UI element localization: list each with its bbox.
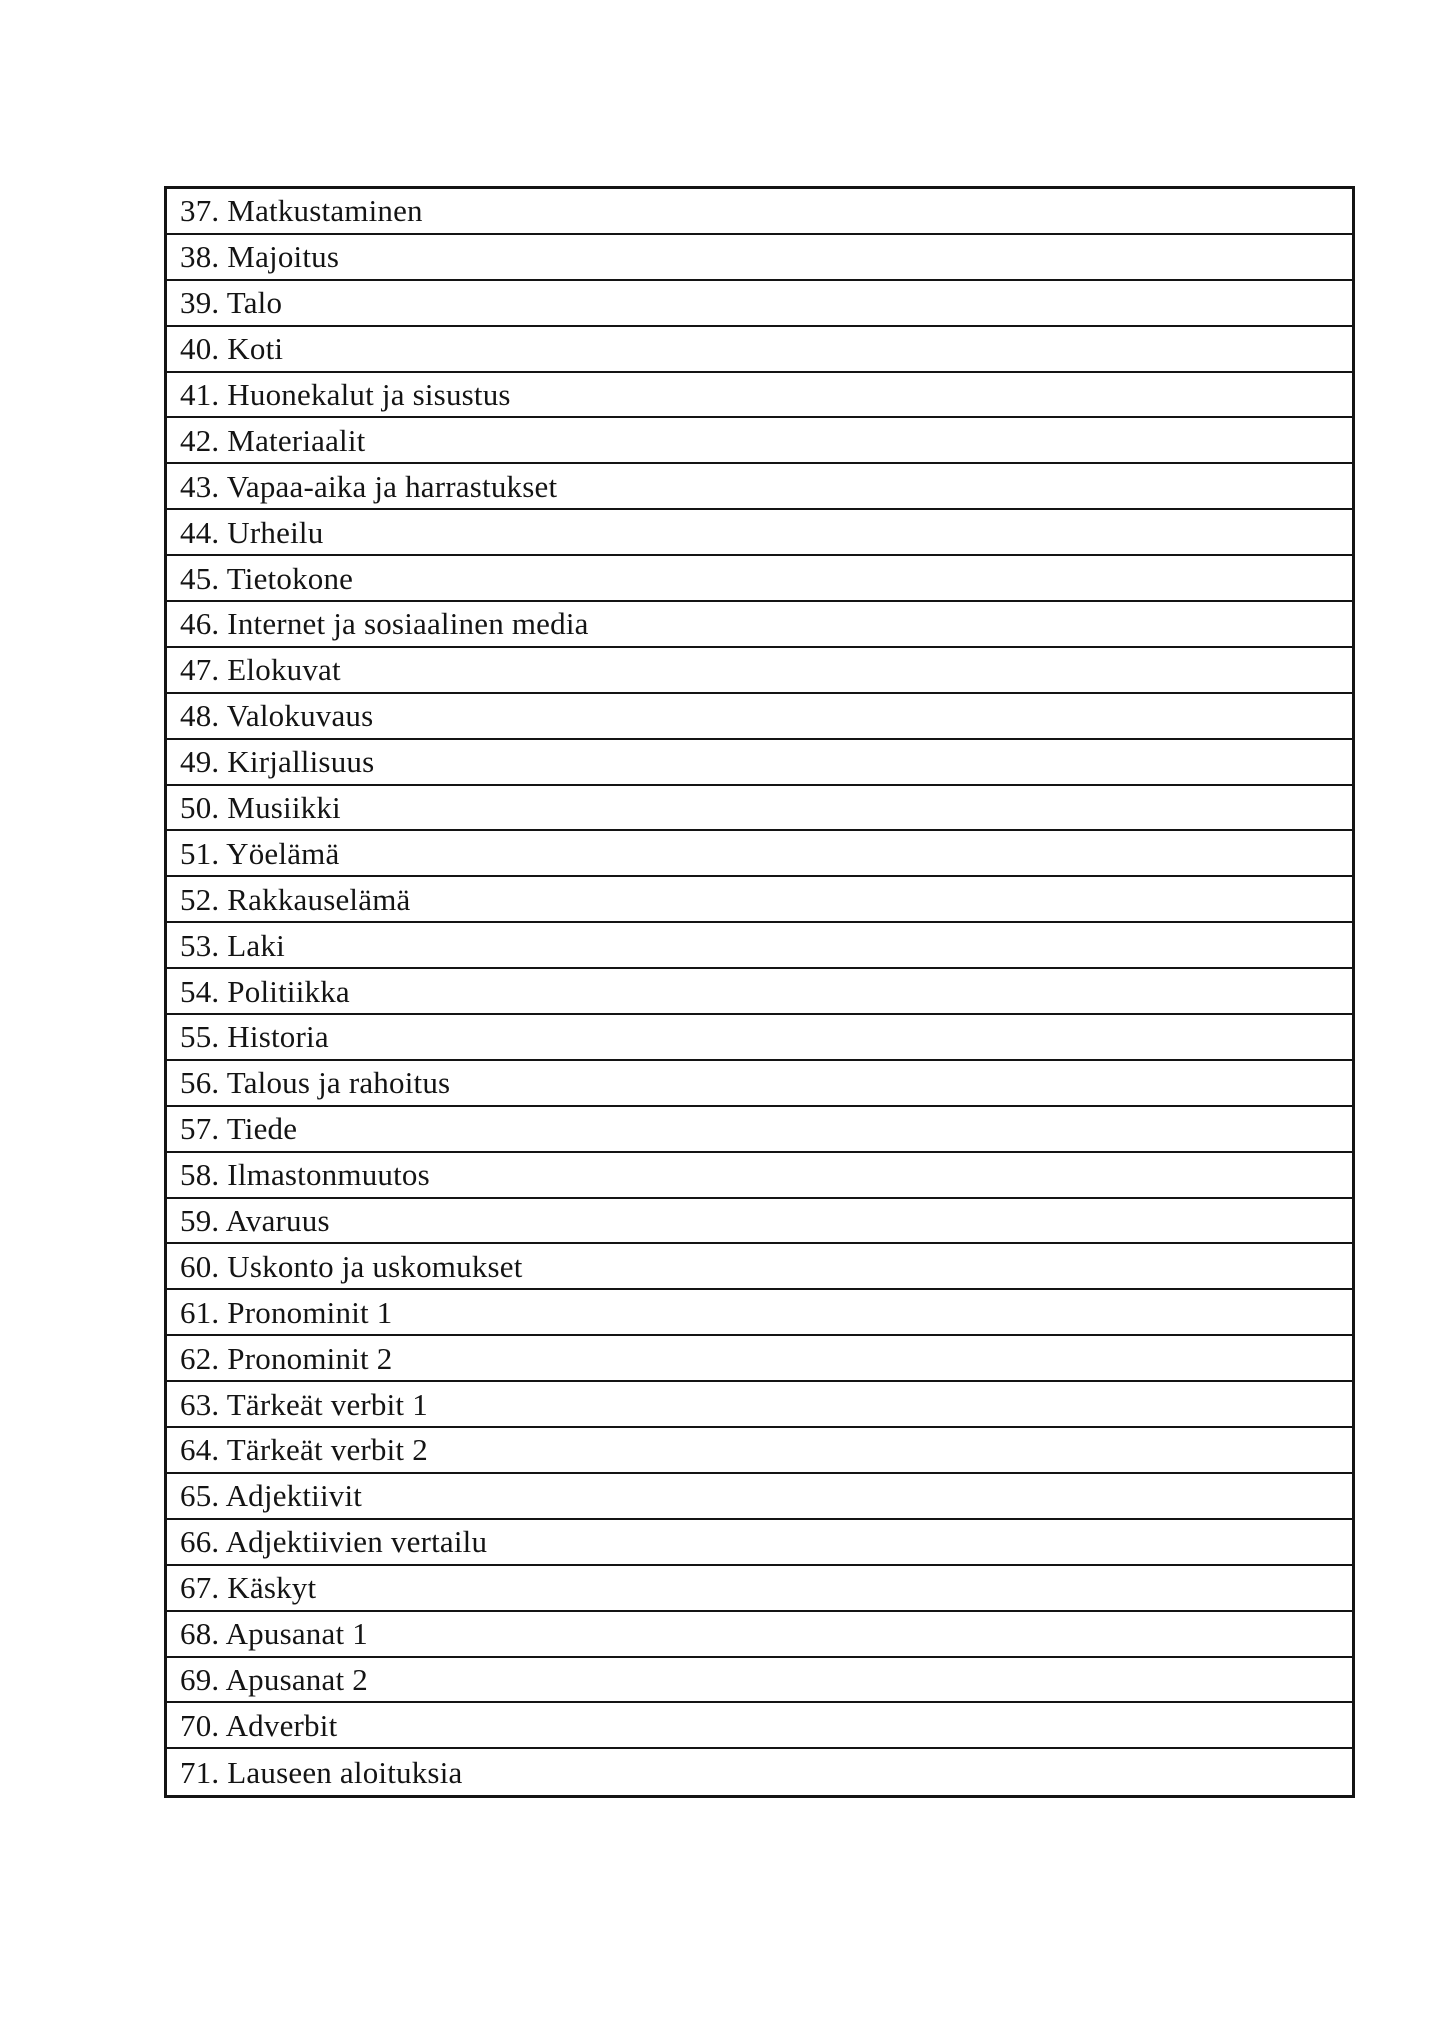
toc-row — [167, 235, 1352, 281]
toc-row — [167, 1061, 1352, 1107]
toc-row — [167, 281, 1352, 327]
toc-row-label: 61. Pronominit 1 — [180, 1294, 393, 1330]
toc-row — [167, 1428, 1352, 1474]
toc-row-label: 40. Koti — [180, 331, 284, 367]
toc-row — [167, 1107, 1352, 1153]
toc-row — [167, 1566, 1352, 1612]
toc-row — [167, 1703, 1352, 1749]
toc-row — [167, 189, 1352, 235]
toc-row — [167, 510, 1352, 556]
toc-row-label: 62. Pronominit 2 — [180, 1340, 393, 1376]
toc-row-label: 52. Rakkauselämä — [180, 881, 411, 917]
toc-row-label: 70. Adverbit — [180, 1707, 338, 1743]
toc-row — [167, 602, 1352, 648]
toc-row-label: 69. Apusanat 2 — [180, 1661, 368, 1697]
toc-row-label: 38. Majoitus — [180, 239, 340, 275]
toc-row — [167, 831, 1352, 877]
toc-row — [167, 1520, 1352, 1566]
toc-row — [167, 740, 1352, 786]
toc-row — [167, 694, 1352, 740]
toc-row-label: 51. Yöelämä — [180, 835, 340, 871]
toc-row-label: 37. Matkustaminen — [180, 193, 423, 229]
toc-row — [167, 648, 1352, 694]
toc-row-label: 58. Ilmastonmuutos — [180, 1157, 430, 1193]
toc-row — [167, 1336, 1352, 1382]
toc-row — [167, 556, 1352, 602]
toc-row-label: 65. Adjektiivit — [180, 1478, 363, 1514]
toc-row-label: 50. Musiikki — [180, 790, 341, 826]
toc-row-label: 55. Historia — [180, 1019, 329, 1055]
toc-row-label: 56. Talous ja rahoitus — [180, 1065, 451, 1101]
toc-row — [167, 786, 1352, 832]
toc-row — [167, 1015, 1352, 1061]
toc-row-label: 66. Adjektiivien vertailu — [180, 1524, 488, 1560]
toc-row — [167, 464, 1352, 510]
toc-row-label: 39. Talo — [180, 285, 283, 321]
toc-row — [167, 418, 1352, 464]
toc-table — [164, 186, 1355, 1798]
toc-row-label: 46. Internet ja sosiaalinen media — [180, 606, 589, 642]
toc-row-label: 42. Materiaalit — [180, 422, 366, 458]
toc-row — [167, 1290, 1352, 1336]
toc-row — [167, 1153, 1352, 1199]
toc-row — [167, 1199, 1352, 1245]
toc-row — [167, 1612, 1352, 1658]
toc-row-label: 45. Tietokone — [180, 560, 354, 596]
toc-row-label: 68. Apusanat 1 — [180, 1616, 368, 1652]
toc-row-label: 53. Laki — [180, 927, 285, 963]
toc-row — [167, 1658, 1352, 1704]
toc-row-label: 41. Huonekalut ja sisustus — [180, 377, 511, 412]
toc-row-label: 47. Elokuvat — [180, 652, 341, 688]
toc-row-label: 43. Vapaa-aika ja harrastukset — [180, 468, 558, 504]
toc-row — [167, 1382, 1352, 1428]
toc-row-label: 67. Käskyt — [180, 1570, 317, 1606]
toc-row-label: 64. Tärkeät verbit 2 — [180, 1432, 428, 1468]
toc-row-label: 57. Tiede — [180, 1111, 298, 1147]
toc-row — [167, 923, 1352, 969]
toc-row-label: 63. Tärkeät verbit 1 — [180, 1386, 428, 1422]
toc-row-label: 48. Valokuvaus — [180, 698, 374, 734]
toc-row — [167, 1749, 1352, 1795]
toc-row-label: 44. Urheilu — [180, 514, 324, 550]
toc-row — [167, 877, 1352, 923]
toc-row-label: 54. Politiikka — [180, 973, 350, 1009]
toc-row-label: 59. Avaruus — [180, 1203, 330, 1239]
toc-row-label: 71. Lauseen aloituksia — [180, 1754, 463, 1790]
toc-row-label: 60. Uskonto ja uskomukset — [180, 1248, 523, 1284]
toc-row — [167, 969, 1352, 1015]
toc-row — [167, 373, 1352, 419]
toc-row — [167, 1244, 1352, 1290]
toc-row — [167, 1474, 1352, 1520]
toc-row — [167, 327, 1352, 373]
toc-row-label: 49. Kirjallisuus — [180, 744, 375, 780]
